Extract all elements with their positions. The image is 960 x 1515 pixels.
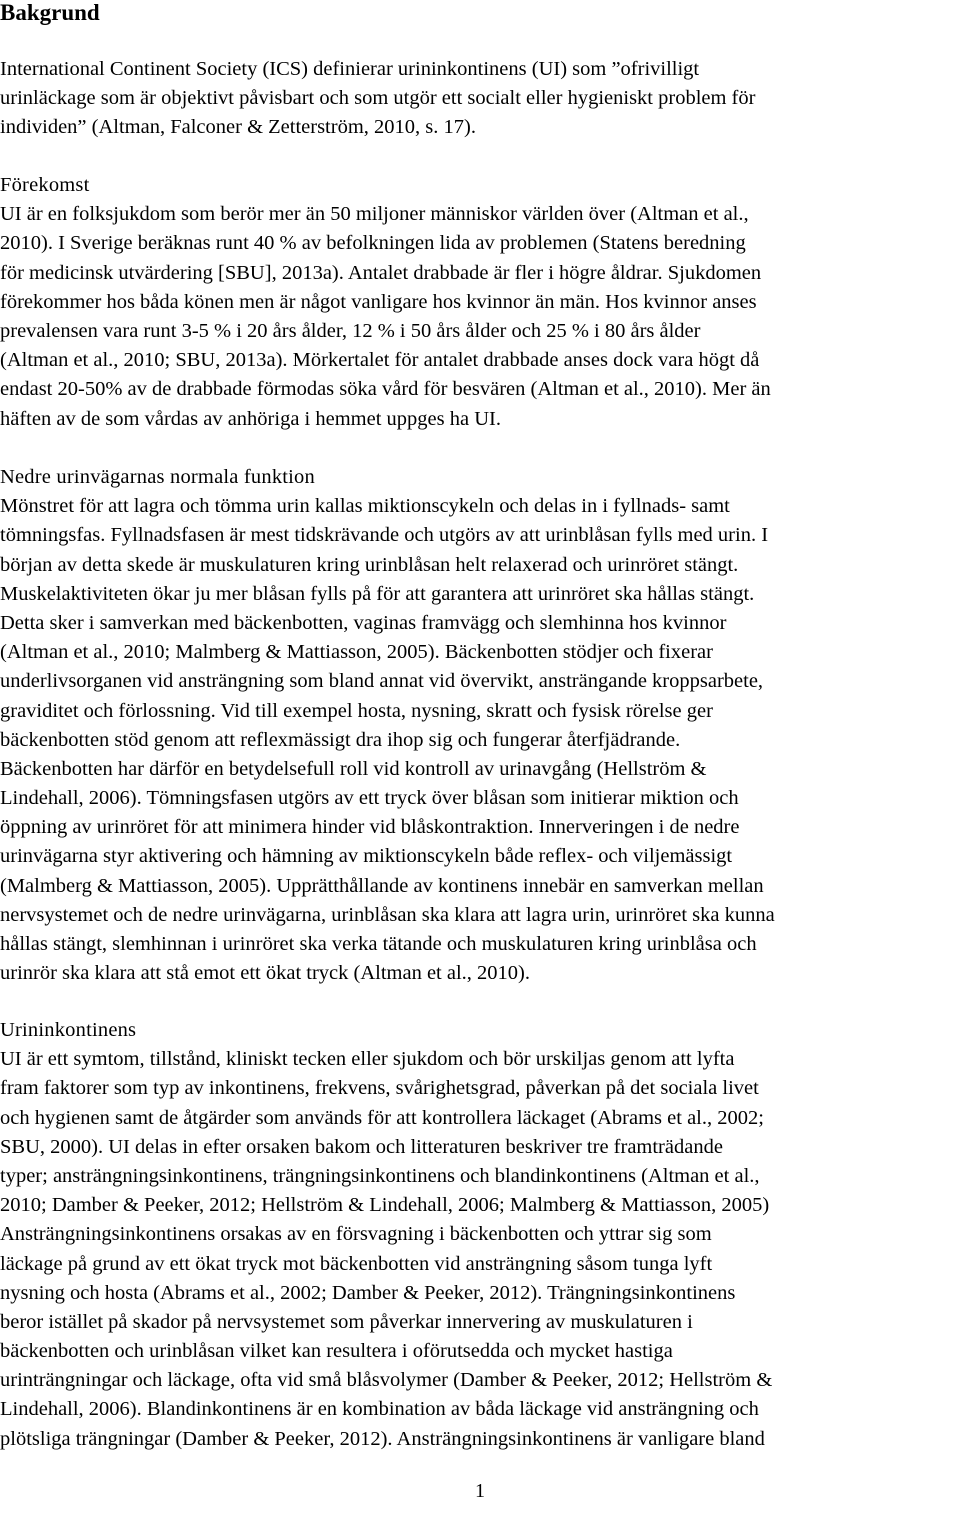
paragraph-line: tömningsfas. Fyllnadsfasen är mest tidskrävande och utgörs av att urinblåsan fylls med urin. I [0,524,769,547]
paragraph-line: urinvägarna styr aktivering och hämning av miktionscykeln både reflex- och viljemässigt [0,845,733,868]
paragraph-line: SBU, 2000). UI delas in efter orsaken bakom och litteraturen beskriver tre framträdande [0,1135,723,1158]
subsection-title: Förekomst [0,174,90,196]
paragraph-line: Lindehall, 2006). Blandinkontinens är en kombination av båda läckage vid ansträngning och [0,1398,759,1421]
paragraph-line: Bäckenbotten har därför en betydelsefull roll vid kontroll av urinavgång (Hellström & [0,757,707,780]
paragraph-line: plötsliga trängningar (Damber & Peeker, 2012). Ansträngningsinkontinens är vanligare bland [0,1427,765,1450]
paragraph-line: individen” (Altman, Falconer & Zetterström, 2010, s. 17). [0,116,476,139]
paragraph-line: fram faktorer som typ av inkontinens, frekvens, svårighetsgrad, påverkan på det sociala livet [0,1077,759,1100]
paragraph-line: 2010; Damber & Peeker, 2012; Hellström & Lindehall, 2006; Malmberg & Mattiasson, 2005) [0,1194,770,1217]
paragraph-line: Ansträngningsinkontinens orsakas av en försvagning i bäckenbotten och yttrar sig som [0,1223,712,1246]
normal-funktion-section [0,463,960,988]
paragraph-line: (Altman et al., 2010; Malmberg & Mattiasson, 2005). Bäckenbotten stödjer och fixerar [0,641,713,664]
paragraph-line: nervsystemet och de nedre urinvägarna, urinblåsan ska klara att lagra urin, urinröret ska kunna [0,903,775,926]
urininkontinens-section [0,1016,960,1454]
paragraph-line: International Continent Society (ICS) definierar urininkontinens (UI) som ”ofrivilligt [0,58,700,80]
paragraph-line: bäckenbotten stöd genom att reflexmässigt dra ihop sig och fungerar återfjädrande. [0,728,681,751]
paragraph-line: Lindehall, 2006). Tömningsfasen utgörs av ett tryck över blåsan som initierar miktion och [0,787,739,810]
paragraph-line: underlivsorganen vid ansträngning som bland annat vid övervikt, ansträngande kroppsarbete, [0,670,764,693]
paragraph-line: häften av de som vårdas av anhöriga i hemmet uppges ha UI. [0,407,501,430]
paragraph-line: (Malmberg & Mattiasson, 2005). Upprätthållande av kontinens innebär en samverkan mellan [0,874,764,897]
intro-paragraph [0,55,960,143]
paragraph-line: graviditet och förlossning. Vid till exempel hosta, nysning, skratt och fysisk rörelse ger [0,699,713,722]
paragraph-line: hållas stängt, slemhinnan i urinröret ska verka tätande och muskulaturen kring urinblåsa och [0,933,757,955]
paragraph-line: bäckenbotten och urinblåsan vilket kan resultera i oförutsedda och mycket hastiga [0,1340,673,1363]
paragraph-line: Detta sker i samverkan med bäckenbotten, vaginas framvägg och slemhinna hos kvinnor [0,611,727,634]
paragraph-line: urinläckage som är objektivt påvisbart och som utgör ett socialt eller hygieniskt problem för [0,87,756,110]
paragraph-line: för medicinsk utvärdering [SBU], 2013a). Antalet drabbade är fler i högre åldrar. Sjukdomen [0,261,762,284]
paragraph-line: läckage på grund av ett ökat tryck mot bäckenbotten vid ansträngning såsom tunga lyft [0,1252,713,1275]
paragraph-line: nysning och hosta (Abrams et al., 2002; Damber & Peeker, 2012). Trängningsinkontinens [0,1281,736,1304]
paragraph-line: UI är ett symtom, tillstånd, kliniskt tecken eller sjukdom och bör urskiljas genom att lyfta [0,1048,735,1071]
subsection-title: Nedre urinvägarnas normala funktion [0,466,315,488]
paragraph-line: UI är en folksjukdom som berör mer än 50 miljoner människor världen över (Altman et al., [0,203,749,226]
paragraph-line: urinträngningar och läckage, ofta vid små blåsvolymer (Damber & Peeker, 2012; Hellström & [0,1369,773,1392]
paragraph-line: urinrör ska klara att stå emot ett ökat tryck (Altman et al., 2010). [0,962,530,985]
paragraph-line: förekommer hos båda könen men är något vanligare hos kvinnor än män. Hos kvinnor anses [0,290,757,313]
forekomst-section [0,171,960,434]
paragraph-line: Muskelaktiviteten ökar ju mer blåsan fylls på för att garantera att urinröret ska hållas stängt. [0,582,755,605]
paragraph-line: och hygienen samt de åtgärder som används för att kontrollera läckaget (Abrams et al., 2002; [0,1106,764,1129]
paragraph-line: beror istället på skador på nervsystemet som påverkar innervering av muskulaturen i [0,1310,693,1333]
paragraph-line: Mönstret för att lagra och tömma urin kallas miktionscykeln och delas in i fyllnads- samt [0,495,730,518]
paragraph-line: början av detta skede är muskulaturen kring urinblåsan helt relaxerad och urinröret stängt. [0,553,739,576]
paragraph-line: öppning av urinröret för att minimera hinder vid blåskontraktion. Innerveringen i de nedre [0,816,740,839]
paragraph-line: typer; ansträngningsinkontinens, trängningsinkontinens och blandinkontinens (Altman et al., [0,1164,760,1187]
subsection-title: Urininkontinens [0,1019,137,1041]
paragraph-line: (Altman et al., 2010; SBU, 2013a). Mörkertalet för antalet drabbade anses dock vara högt då [0,349,760,372]
section-heading: Bakgrund [0,0,100,25]
paragraph-line: endast 20-50% av de drabbade förmodas söka vård för besvären (Altman et al., 2010). Mer än [0,378,771,401]
page-number: 1 [475,1480,485,1502]
paragraph-line: 2010). I Sverige beräknas runt 40 % av befolkningen lida av problemen (Statens beredning [0,232,746,255]
paragraph-line: prevalensen vara runt 3-5 % i 20 års ålder, 12 % i 50 års ålder och 25 % i 80 års ålder [0,319,701,342]
